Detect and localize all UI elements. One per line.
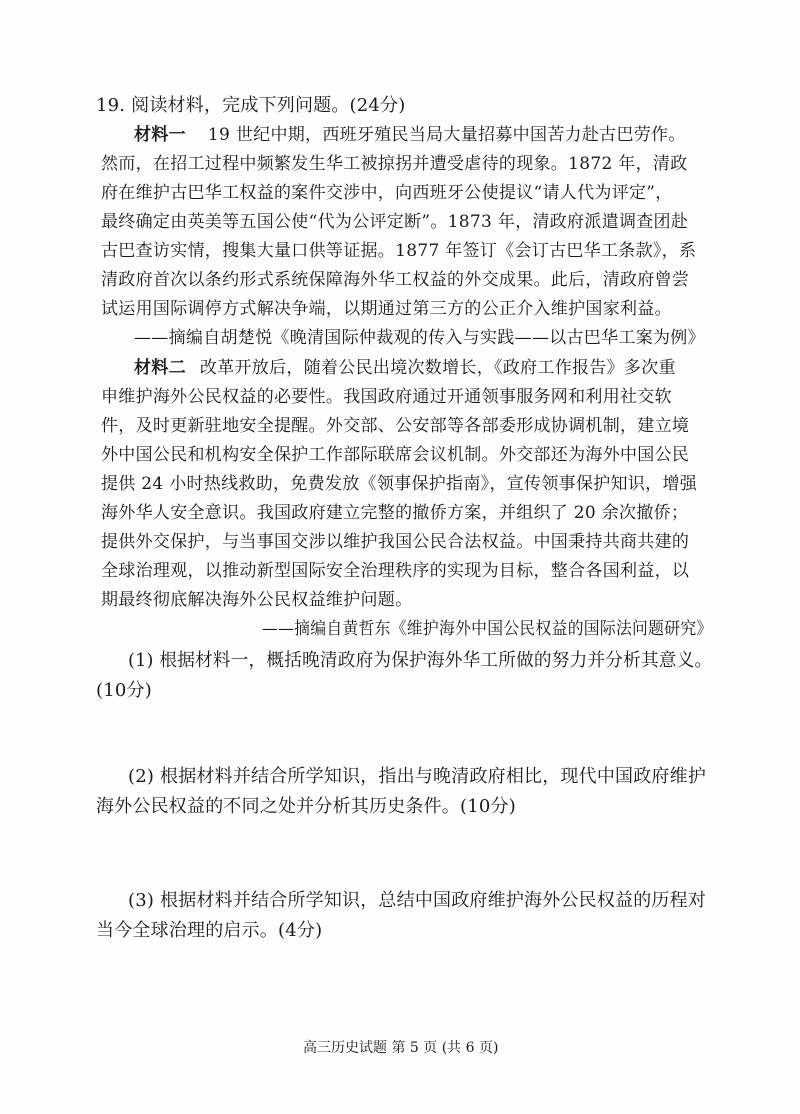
material2-first-line xyxy=(134,357,676,379)
material2-line: 期最终彻底解决海外公民权益维护问题。 xyxy=(101,590,413,610)
question-heading: 19. 阅读材料，完成下列问题。(24分) xyxy=(96,95,406,116)
material1-line: 府在维护古巴华工权益的案件交涉中，向西班牙公使提议“请人代为评定”， xyxy=(101,183,673,203)
material1-line: 试运用国际调停方式解决争端，以期通过第三方的公正介入维护国家利益。 xyxy=(101,299,672,319)
material1-line: 19 世纪中期，西班牙殖民当局大量招募中国苦力赴古巴劳作。 xyxy=(207,125,686,145)
material2-line: 改革开放后，随着公民出境次数增长，《政府工作报告》多次重 xyxy=(199,358,676,378)
material2-line: 提供外交保护，与当事国交涉以维护我国公民合法权益。中国秉持共商共建的 xyxy=(101,532,690,552)
page-footer: 高三历史试题 第 5 页 (共 6 页) xyxy=(303,1040,499,1056)
material1-source: ——摘编自胡楚悦《晚清国际仲裁观的传入与实践——以古巴华工案为例》 xyxy=(134,328,705,348)
question-1-text: (1) 根据材料一，概括晚清政府为保护海外华工所做的努力并分析其意义。 xyxy=(128,650,713,671)
material1-line: 然而，在招工过程中频繁发生华工被掠拐并遭受虐待的现象。1872 年，清政 xyxy=(101,154,688,174)
question-3-text: (3) 根据材料并结合所学知识，总结中国政府维护海外公民权益的历程对 xyxy=(128,890,707,911)
material2-line: 提供 24 小时热线救助，免费发放《领事保护指南》，宣传领事保护知识，增强 xyxy=(101,474,698,494)
material2-label: 材料二 xyxy=(134,358,186,378)
material1-first-line xyxy=(134,124,686,146)
material1-line: 最终确定由英美等五国公使“代为公评定断”。1873 年，清政府派遣调查团赴 xyxy=(101,212,689,232)
question-2-text: (2) 根据材料并结合所学知识，指出与晚清政府相比，现代中国政府维护 xyxy=(128,766,707,787)
material1-line: 清政府首次以条约形式系统保障海外华工权益的外交成果。此后，清政府曾尝 xyxy=(101,270,690,290)
question-1-points: (10分) xyxy=(96,680,152,701)
material2-line: 海外华人安全意识。我国政府建立完整的撤侨方案，并组织了 20 余次撤侨； xyxy=(101,503,689,523)
material1-label: 材料一 xyxy=(134,125,186,145)
material1-line: 古巴查访实情，搜集大量口供等证据。1877 年签订《会订古巴华工条款》，系 xyxy=(101,241,697,261)
question-3-text-continued: 当今全球治理的启示。(4分) xyxy=(96,920,323,941)
question-2-text-continued: 海外公民权益的不同之处并分析其历史条件。(10分) xyxy=(96,796,516,817)
material2-line: 件，及时更新驻地安全提醒。外交部、公安部等各部委形成协调机制，建立境 xyxy=(101,416,690,436)
material2-source: ——摘编自黄哲东《维护海外中国公民权益的国际法问题研究》 xyxy=(262,619,713,639)
material2-line: 外中国公民和机构安全保护工作部际联席会议机制。外交部还为海外中国公民 xyxy=(101,445,690,465)
material2-line: 全球治理观，以推动新型国际安全治理秩序的实现为目标，整合各国利益，以 xyxy=(101,561,690,581)
material2-line: 申维护海外公民权益的必要性。我国政府通过开通领事服务网和利用社交软 xyxy=(101,387,672,407)
